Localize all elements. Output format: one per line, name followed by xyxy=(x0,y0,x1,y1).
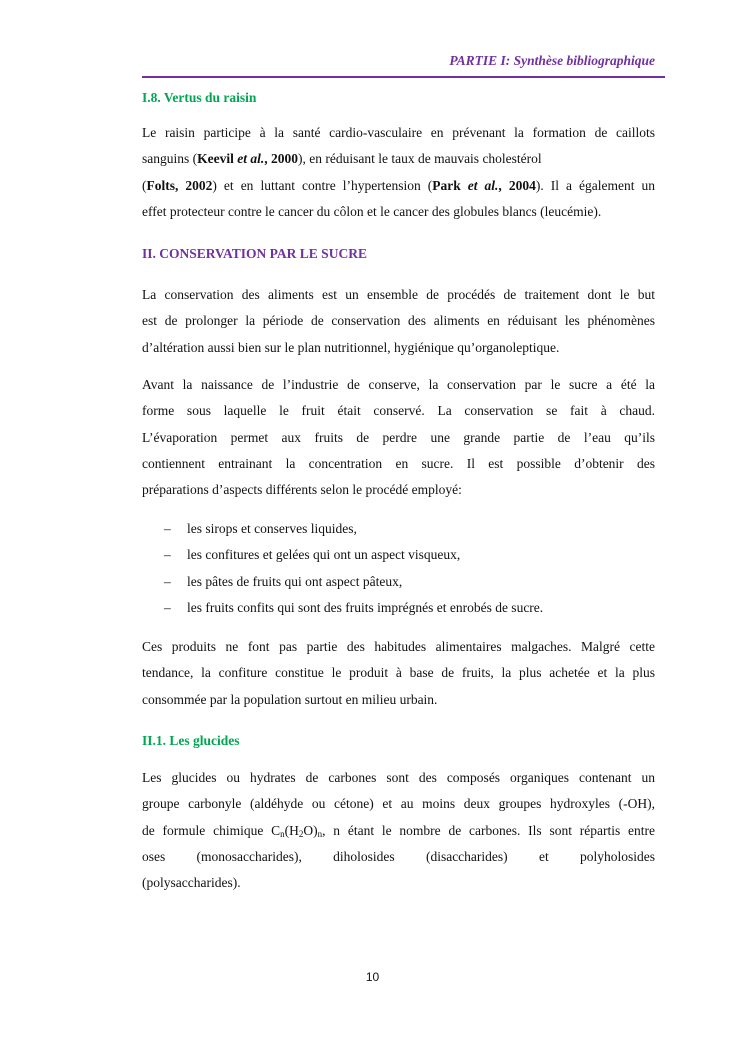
text-line: tendance, la confiture constitue le produit à base de fruits, la plus achetée et la plus xyxy=(142,665,655,681)
citation: Folts, 2002 xyxy=(146,177,213,193)
list-item: – les confitures et gelées qui ont un aspect visqueux, xyxy=(142,542,655,568)
list-item: – les fruits confits qui sont des fruits imprégnés et enrobés de sucre. xyxy=(142,595,655,621)
text-line: préparations d’aspects différents selon le procédé employé: xyxy=(142,482,462,498)
paragraph-glucides xyxy=(142,765,655,896)
text-line: effet protecteur contre le cancer du côlon et le cancer des globules blancs (leucémie). xyxy=(142,203,602,219)
preparations-list xyxy=(142,516,655,621)
text-line: La conservation des aliments est un ensemble de procédés de traitement dont le but xyxy=(142,287,655,302)
text-line: forme sous laquelle le fruit était conservé. La conservation se fait à chaud. xyxy=(142,403,655,419)
header-title: PARTIE I: Synthèse bibliographique xyxy=(449,53,655,68)
page-header xyxy=(142,52,665,78)
text-line: Avant la naissance de l’industrie de conserve, la conservation par le sucre a été la xyxy=(142,377,655,392)
text-line: sanguins (Keevil et al., 2000), en réduisant le taux de mauvais cholestérol xyxy=(142,151,542,167)
text-line: contiennent entrainant la concentration en sucre. Il est possible d’obtenir des xyxy=(142,455,655,471)
section-heading-vertus-raisin: I.8. Vertus du raisin xyxy=(142,90,257,105)
text-line: (polysaccharides). xyxy=(142,875,241,891)
text-line: Le raisin participe à la santé cardio-vasculaire en prévenant la formation de caillots xyxy=(142,125,655,140)
dash-bullet-icon: – xyxy=(164,599,171,615)
paragraph-malagasy-habits xyxy=(142,634,655,713)
text-line: consommée par la population surtout en milieu urbain. xyxy=(142,691,438,707)
text-line: groupe carbonyle (aldéhyde ou cétone) et au moins deux groupes hydroxyles (-OH), xyxy=(142,796,655,812)
dash-bullet-icon: – xyxy=(164,573,171,589)
list-item: – les pâtes de fruits qui ont aspect pâteux, xyxy=(142,569,655,595)
list-item: – les sirops et conserves liquides, xyxy=(142,516,655,542)
text-line: oses (monosaccharides), diholosides (disaccharides) et polyholosides xyxy=(142,848,655,864)
page-number: 10 xyxy=(365,970,380,984)
paragraph-vertus-raisin xyxy=(142,120,655,225)
dash-bullet-icon: – xyxy=(164,521,171,536)
text-line: de formule chimique $C_n(H_2O)_n$, n étant le nombre de carbones. Ils sont répartis entre xyxy=(142,822,656,839)
text-line: Les glucides ou hydrates de carbones sont des composés organiques contenant un xyxy=(142,770,655,785)
text-line: d’altération aussi bien sur le plan nutritionnel, hygiénique qu’organoleptique. xyxy=(142,339,560,355)
paragraph-conservation-history xyxy=(142,372,655,503)
text-line: (Folts, 2002) et en luttant contre l’hypertension (Park et al., 2004). Il a également un xyxy=(142,177,656,193)
text-line: L’évaporation permet aux fruits de perdre une grande partie de l’eau qu’ils xyxy=(142,429,655,445)
dash-bullet-icon: – xyxy=(164,547,171,563)
text-line: Ces produits ne font pas partie des habitudes alimentaires malgaches. Malgré cette xyxy=(142,639,655,654)
paragraph-conservation-definition xyxy=(142,282,655,361)
section-heading-conservation-sucre: II. CONSERVATION PAR LE SUCRE xyxy=(142,246,367,261)
section-heading-glucides: II.1. Les glucides xyxy=(142,733,240,748)
text-line: est de prolonger la période de conservation des aliments en réduisant les phénomènes xyxy=(142,313,655,329)
